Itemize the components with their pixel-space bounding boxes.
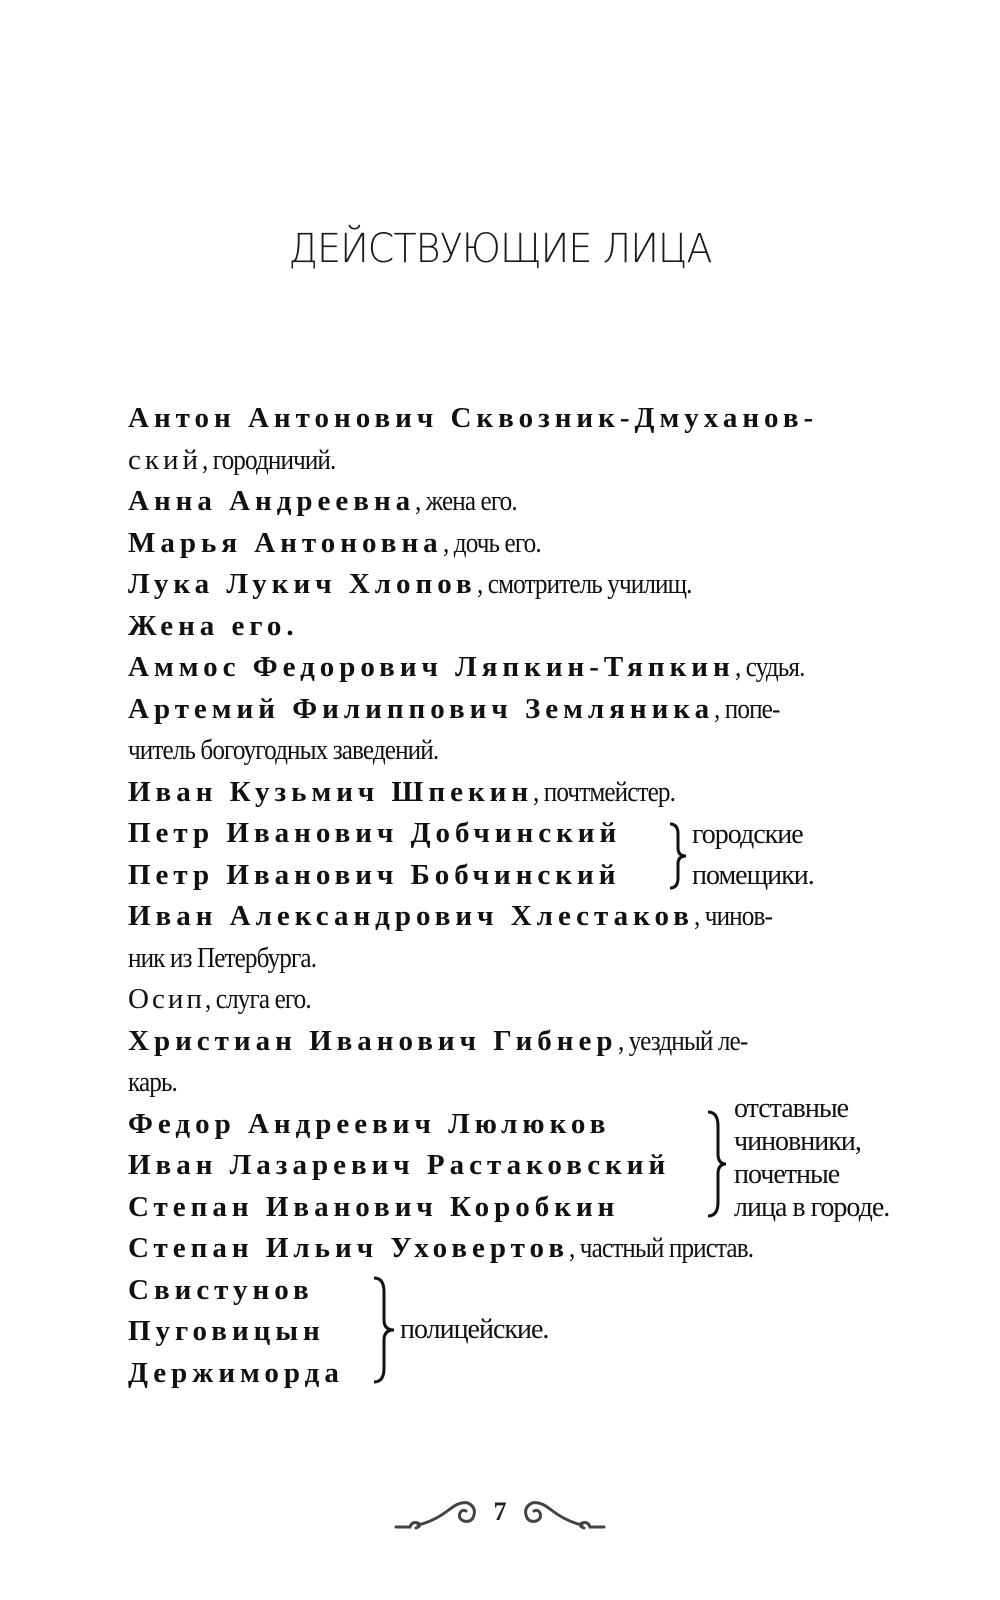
note-line: городские [692,819,803,850]
character-desc: читель богоугодных заведений. [128,735,439,766]
character-name: Жена его. [128,610,299,642]
character-name: Степан Иванович Коробкин [128,1191,620,1223]
group-note-officials [734,1092,889,1224]
character-name: Антон Антонович Сквозник-Дмуханов- [128,402,819,434]
list-item [128,1353,344,1393]
list-item [128,1311,325,1351]
list-item [128,730,473,770]
character-desc: , жена его. [415,486,517,517]
character-desc: , слуга его. [204,984,311,1015]
character-name: Иван Лазаревич Растаковский [128,1149,671,1181]
character-name: Аммос Федорович Ляпкин-Тяпкин [128,651,735,683]
character-desc: , городничий. [202,445,336,476]
list-item [128,1104,610,1144]
character-desc: , чинов- [693,901,772,932]
list-item [128,398,818,438]
page-footer [390,1495,610,1545]
character-name: Иван Кузьмич Шпекин [128,776,534,808]
character-desc: , частный пристав. [568,1233,754,1264]
character-name: Свистунов [128,1274,314,1306]
list-item [128,1021,761,1061]
list-item [128,440,350,480]
character-name: Осип [128,983,205,1015]
list-item [128,813,621,853]
character-name: Артемий Филиппович Земляника [128,693,715,725]
note-line: чиновники, [734,1126,861,1157]
list-item [128,979,322,1019]
character-name: Христиан Иванович Гибнер [128,1025,618,1057]
character-name: Анна Андреевна [128,485,416,517]
character-desc: , дочь его. [442,528,541,559]
character-desc: карь. [128,1067,177,1098]
character-name: Петр Иванович Бобчинский [128,859,621,891]
page-number: 7 [493,1497,507,1526]
list-item [128,1228,774,1268]
character-name: Марья Антоновна [128,527,443,559]
list-item [128,606,299,646]
character-desc: , попе- [714,694,780,725]
group-note-police [400,1313,548,1346]
character-name: Иван Александрович Хлестаков [128,900,694,932]
character-desc: , уездный ле- [617,1026,747,1057]
character-name: ский [128,444,202,476]
note-line: помещики. [692,860,814,891]
group-note-landowners [692,818,814,892]
note-line: почетные [734,1159,840,1190]
list-item [128,938,337,978]
character-name: Степан Ильич Уховертов [128,1232,569,1264]
list-item [128,1270,314,1310]
list-item [128,855,620,895]
list-item [128,564,715,604]
list-item [128,689,787,729]
note-line: лица в городе. [734,1192,890,1223]
scroll-ornament-right-icon [515,1495,610,1540]
brace-icon [704,1108,730,1220]
character-name: Держиморда [128,1357,344,1389]
list-item [128,1145,670,1185]
brace-icon [666,820,690,892]
list-item [128,647,812,687]
list-item [128,481,528,521]
list-item [128,1062,182,1102]
list-item [128,523,551,563]
note-line: полицейские. [400,1314,549,1345]
character-desc: ник из Петербурга. [128,943,317,974]
brace-icon [370,1274,398,1386]
character-name: Федор Андреевич Люлюков [128,1108,611,1140]
note-line: отставные [734,1093,849,1124]
character-name: Лука Лукич Хлопов [128,568,477,600]
list-item [128,772,691,812]
list-item [128,1187,619,1227]
page-title: ДЕЙСТВУЮЩИЕ ЛИЦА [288,226,712,272]
character-name: Петр Иванович Добчинский [128,817,622,849]
character-desc: , смотритель училищ. [476,569,692,600]
list-item [128,896,781,936]
character-name: Пуговицын [128,1315,325,1347]
character-desc: , почтмейстер. [533,777,676,808]
character-desc: , судья. [734,652,805,683]
